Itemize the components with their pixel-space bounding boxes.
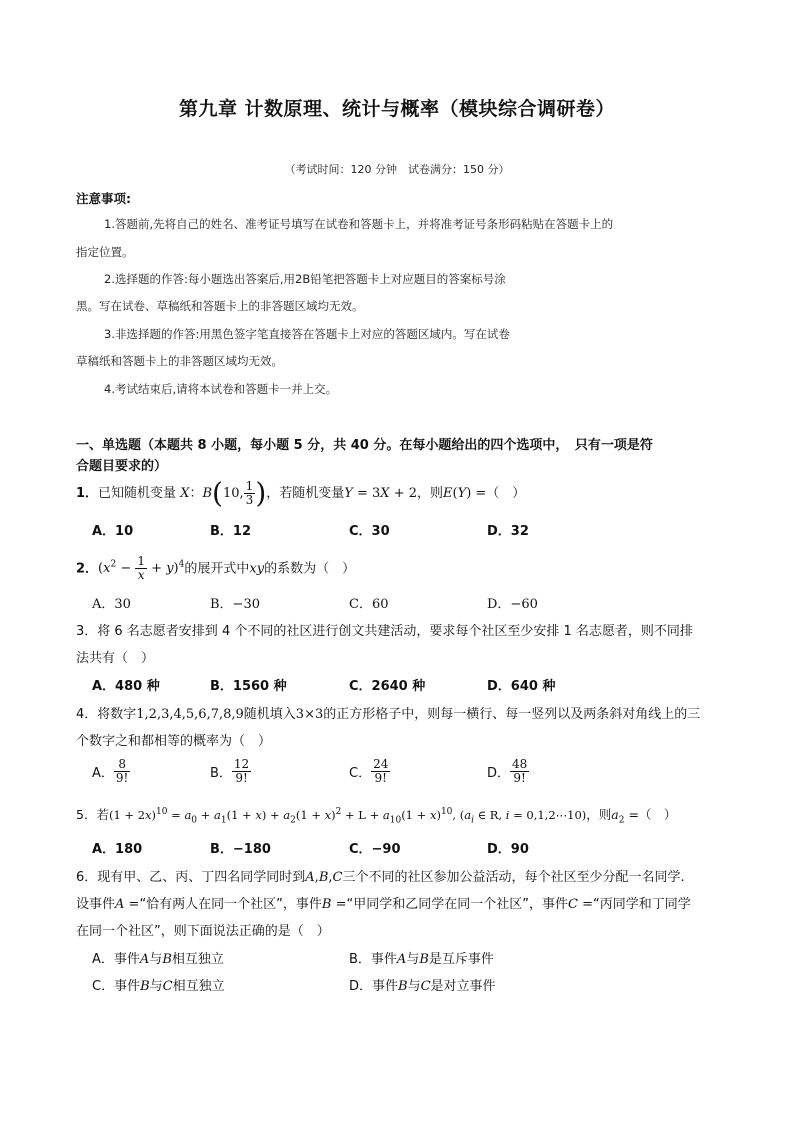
q5-option-c[interactable]: C．−90 <box>349 842 401 857</box>
note-2-line-1: 2.选择题的作答:每小题选出答案后,用2B铅笔把答题卡上对应题目的答案标号涂 <box>104 272 506 286</box>
note-1-line-2: 指定位置。 <box>76 245 134 259</box>
q4-option-c[interactable]: C． $\frac{24}{9!}$ <box>349 757 389 786</box>
q1-option-b[interactable]: B．12 <box>210 524 251 539</box>
q2-option-d[interactable]: D．−60 <box>487 597 538 612</box>
question-3-line-2: 法共有（ ） <box>76 651 155 666</box>
q3-option-a[interactable]: A．480 种 <box>92 679 160 694</box>
q2-option-c[interactable]: C．60 <box>349 597 389 612</box>
section-heading-line-2: 合题目要求的） <box>76 459 168 474</box>
q1-option-a[interactable]: A．10 <box>92 524 134 539</box>
question-6-line-3: 在同一个社区”，则下面说法正确的是（ ） <box>76 924 330 939</box>
q4-option-b[interactable]: B． $\frac{12}{9!}$ <box>210 757 250 786</box>
notes-heading: 注意事项: <box>76 191 131 206</box>
q5-option-d[interactable]: D．90 <box>487 842 529 857</box>
note-3-line-1: 3.非选择题的作答:用黑色签字笔直接答在答题卡上对应的答题区域内。写在试卷 <box>104 327 510 341</box>
page-title: 第九章 计数原理、统计与概率（模块综合调研卷） <box>178 98 616 120</box>
q6-option-b[interactable]: B．事件A与B是互斥事件 <box>349 952 494 967</box>
q3-option-d[interactable]: D．640 种 <box>487 679 556 694</box>
q4-option-d[interactable]: D． $\frac{48}{9!}$ <box>487 757 528 786</box>
question-4-line-2: 个数字之和都相等的概率为（ ） <box>76 734 272 749</box>
q4-option-a[interactable]: A． $\frac{8}{9!}$ <box>92 757 129 786</box>
question-6-line-2: 设事件A =“恰有两人在同一个社区”，事件B =“甲同学和乙同学在同一个社区”，事件C =“丙同学和丁同学 <box>76 897 691 912</box>
q6-option-d[interactable]: D．事件B与C是对立事件 <box>349 979 496 994</box>
question-5: 5．若$(1 + 2x)^{10} = a_0 + a_1(1 + x) + a_2(1 + x)^2 + L + a_{10}(1 + x)^{10}$, ($a_i$ ∈ R, i = 0,1,2⋯10)，则$a_2$ =（ ） <box>76 807 677 826</box>
question-4-line-1: 4．将数字1,2,3,4,5,6,7,8,9随机填入3×3的正方形格子中，则每一横行、每一竖列以及两条斜对角线上的三 <box>76 707 701 722</box>
section-heading-line-1: 一、单选题（本题共 8 小题，每小题 5 分，共 40 分。在每小题给出的四个选项中， 只有一项是符 <box>76 438 653 453</box>
note-4: 4.考试结束后,请将本试卷和答题卡一并上交。 <box>104 382 338 396</box>
q2-option-b[interactable]: B．−30 <box>210 597 260 612</box>
note-1-line-1: 1.答题前,先将自己的姓名、准考证号填写在试卷和答题卡上，并将准考证号条形码粘贴在答题卡上的 <box>104 217 614 231</box>
q3-option-b[interactable]: B．1560 种 <box>210 679 287 694</box>
q1-option-d[interactable]: D．32 <box>487 524 529 539</box>
q5-option-b[interactable]: B．−180 <box>210 842 271 857</box>
question-3-line-1: 3．将 6 名志愿者安排到 4 个不同的社区进行创文共建活动，要求每个社区至少安排 1 名志愿者，则不同排 <box>76 624 693 639</box>
q5-option-a[interactable]: A．180 <box>92 842 143 857</box>
q6-option-a[interactable]: A．事件A与B相互独立 <box>92 952 224 967</box>
exam-info: （考试时间：120 分钟 试卷满分：150 分） <box>284 163 510 176</box>
question-2: 2．($x^2$ − $\frac{1}{x}$ + y)$^4$的展开式中xy的系数为（ ） <box>76 554 356 583</box>
note-2-line-2: 黑。写在试卷、草稿纸和答题卡上的非答题区域均无效。 <box>76 299 364 313</box>
question-6-line-1: 6．现有甲、乙、丙、丁四名同学同时到A,B,C三个不同的社区参加公益活动，每个社区至少分配一名同学. <box>76 870 685 885</box>
q1-option-c[interactable]: C．30 <box>349 524 390 539</box>
question-1: 1．已知随机变量 X：B(10, $\frac{1}{3}$ )，若随机变量Y = 3X + 2，则E(Y) =（ ） <box>76 476 526 510</box>
note-3-line-2: 草稿纸和答题卡上的非答题区域均无效。 <box>76 354 283 368</box>
q2-option-a[interactable]: A．30 <box>92 597 131 612</box>
q3-option-c[interactable]: C．2640 种 <box>349 679 426 694</box>
q6-option-c[interactable]: C．事件B与C相互独立 <box>92 979 225 994</box>
